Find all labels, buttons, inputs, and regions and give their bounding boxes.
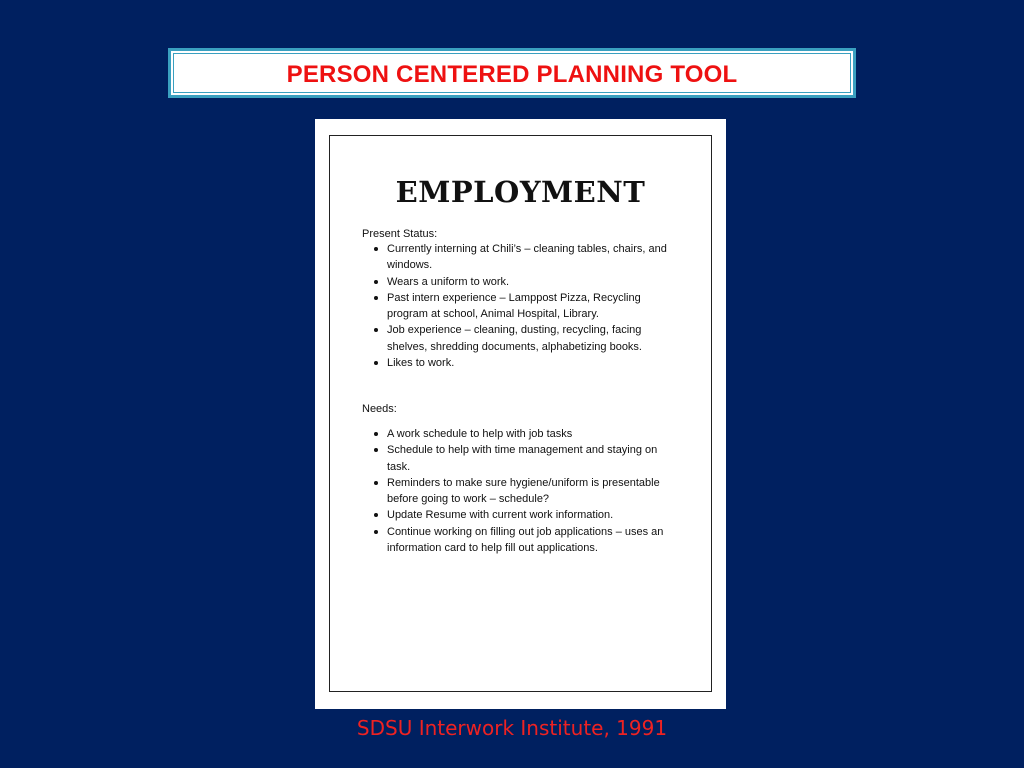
bullet-icon xyxy=(374,513,378,517)
bullet-icon xyxy=(374,328,378,332)
needs-label: Needs: xyxy=(362,403,397,415)
list-item: Past intern experience – Lamppost Pizza, Recycling program at school, Animal Hospital, Library. xyxy=(363,290,683,323)
document-heading: EMPLOYMENT xyxy=(395,175,646,209)
slide-title: PERSON CENTERED PLANNING TOOL xyxy=(286,61,738,88)
bullet-icon xyxy=(374,448,378,452)
bullet-icon xyxy=(374,432,378,436)
list-item: Reminders to make sure hygiene/uniform is presentable before going to work – schedule? xyxy=(363,475,683,508)
bullet-icon xyxy=(374,296,378,300)
bullet-icon xyxy=(374,247,378,251)
bullet-icon xyxy=(374,361,378,365)
bullet-icon xyxy=(374,481,378,485)
citation-text: SDSU Interwork Institute, 1991 xyxy=(356,716,668,740)
present-status-list xyxy=(363,241,683,371)
list-item: Wears a uniform to work. xyxy=(363,274,683,290)
title-box xyxy=(168,48,856,98)
needs-list xyxy=(363,426,683,556)
present-status-label: Present Status: xyxy=(362,228,438,240)
list-item: Likes to work. xyxy=(363,355,683,371)
list-item: A work schedule to help with job tasks xyxy=(363,426,683,442)
list-item: Job experience – cleaning, dusting, recycling, facing shelves, shredding documents, alphabetizing books. xyxy=(363,322,683,355)
bullet-icon xyxy=(374,280,378,284)
list-item: Currently interning at Chili’s – cleaning tables, chairs, and windows. xyxy=(363,241,683,274)
list-item: Schedule to help with time management and staying on task. xyxy=(363,442,683,475)
bullet-icon xyxy=(374,530,378,534)
list-item: Continue working on filling out job applications – uses an information card to help fill out applications. xyxy=(363,524,683,557)
document-page xyxy=(315,119,726,709)
list-item: Update Resume with current work information. xyxy=(363,507,683,523)
